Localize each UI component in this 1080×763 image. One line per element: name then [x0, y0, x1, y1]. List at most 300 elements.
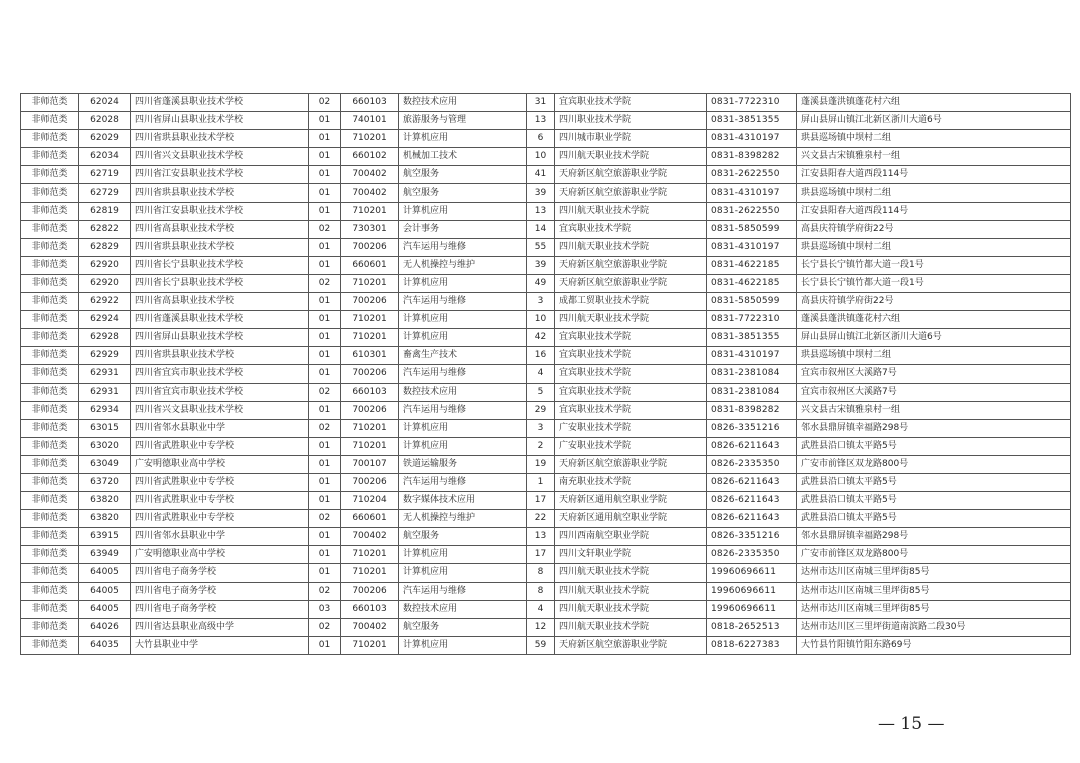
address-cell: 长宁县长宁镇竹都大道一段1号	[797, 274, 1071, 292]
category-cell: 非师范类	[21, 492, 79, 510]
phone-cell: 0831-7722310	[707, 94, 797, 112]
school-code-cell: 62029	[79, 130, 131, 148]
partner-college-cell: 四川航天职业技术学院	[555, 564, 707, 582]
major-code-cell: 710201	[341, 437, 399, 455]
major-index-cell: 01	[309, 365, 341, 383]
major-index-cell: 03	[309, 600, 341, 618]
phone-cell: 0831-4310197	[707, 184, 797, 202]
phone-cell: 0818-6227383	[707, 636, 797, 654]
major-name-cell: 汽车运用与维修	[399, 582, 527, 600]
school-name-cell: 四川省兴文县职业技术学校	[131, 148, 309, 166]
school-code-cell: 62024	[79, 94, 131, 112]
major-code-cell: 710201	[341, 546, 399, 564]
phone-cell: 0831-2381084	[707, 365, 797, 383]
address-cell: 屏山县屏山镇江北新区浙川大道6号	[797, 112, 1071, 130]
major-code-cell: 660601	[341, 256, 399, 274]
major-index-cell: 01	[309, 455, 341, 473]
school-code-cell: 64005	[79, 564, 131, 582]
table-row	[21, 274, 1071, 292]
table-row	[21, 618, 1071, 636]
address-cell: 长宁县长宁镇竹都大道一段1号	[797, 256, 1071, 274]
major-name-cell: 计算机应用	[399, 419, 527, 437]
category-cell: 非师范类	[21, 112, 79, 130]
major-index-cell: 01	[309, 329, 341, 347]
category-cell: 非师范类	[21, 437, 79, 455]
partner-college-cell: 宜宾职业技术学院	[555, 329, 707, 347]
category-cell: 非师范类	[21, 347, 79, 365]
category-cell: 非师范类	[21, 401, 79, 419]
category-cell: 非师范类	[21, 329, 79, 347]
phone-cell: 0831-3851355	[707, 329, 797, 347]
school-name-cell: 四川省高县职业技术学校	[131, 220, 309, 238]
major-code-cell: 610301	[341, 347, 399, 365]
school-name-cell: 四川省高县职业技术学校	[131, 293, 309, 311]
plan-count-cell: 49	[527, 274, 555, 292]
table-row	[21, 510, 1071, 528]
phone-cell: 0826-6211643	[707, 492, 797, 510]
table-row	[21, 347, 1071, 365]
major-index-cell: 01	[309, 347, 341, 365]
major-code-cell: 660103	[341, 383, 399, 401]
address-cell: 邻水县鼎屏镇幸福路298号	[797, 419, 1071, 437]
major-index-cell: 01	[309, 492, 341, 510]
partner-college-cell: 天府新区航空旅游职业学院	[555, 184, 707, 202]
category-cell: 非师范类	[21, 184, 79, 202]
major-index-cell: 02	[309, 274, 341, 292]
phone-cell: 19960696611	[707, 600, 797, 618]
table-row	[21, 220, 1071, 238]
address-cell: 达州市达川区三里坪街道南滨路二段30号	[797, 618, 1071, 636]
category-cell: 非师范类	[21, 311, 79, 329]
major-index-cell: 02	[309, 383, 341, 401]
school-code-cell: 64005	[79, 582, 131, 600]
phone-cell: 0826-6211643	[707, 437, 797, 455]
phone-cell: 19960696611	[707, 564, 797, 582]
school-name-cell: 四川省屏山县职业技术学校	[131, 329, 309, 347]
address-cell: 邻水县鼎屏镇幸福路298号	[797, 528, 1071, 546]
major-code-cell: 700402	[341, 618, 399, 636]
major-index-cell: 01	[309, 256, 341, 274]
major-code-cell: 700206	[341, 473, 399, 491]
category-cell: 非师范类	[21, 455, 79, 473]
major-name-cell: 铁道运输服务	[399, 455, 527, 473]
phone-cell: 0826-3351216	[707, 419, 797, 437]
plan-count-cell: 2	[527, 437, 555, 455]
table-row	[21, 492, 1071, 510]
category-cell: 非师范类	[21, 130, 79, 148]
plan-count-cell: 1	[527, 473, 555, 491]
major-index-cell: 02	[309, 94, 341, 112]
table-row	[21, 437, 1071, 455]
partner-college-cell: 宜宾职业技术学院	[555, 401, 707, 419]
major-index-cell: 02	[309, 618, 341, 636]
plan-count-cell: 16	[527, 347, 555, 365]
major-name-cell: 数控技术应用	[399, 600, 527, 618]
major-name-cell: 汽车运用与维修	[399, 293, 527, 311]
phone-cell: 19960696611	[707, 582, 797, 600]
school-code-cell: 62719	[79, 166, 131, 184]
partner-college-cell: 天府新区通用航空职业学院	[555, 510, 707, 528]
major-index-cell: 01	[309, 437, 341, 455]
major-code-cell: 710201	[341, 274, 399, 292]
plan-count-cell: 31	[527, 94, 555, 112]
major-code-cell: 700402	[341, 184, 399, 202]
phone-cell: 0831-4310197	[707, 238, 797, 256]
school-code-cell: 62928	[79, 329, 131, 347]
plan-count-cell: 10	[527, 311, 555, 329]
major-name-cell: 数字媒体技术应用	[399, 492, 527, 510]
plan-count-cell: 13	[527, 202, 555, 220]
major-index-cell: 01	[309, 473, 341, 491]
category-cell: 非师范类	[21, 94, 79, 112]
table-row	[21, 329, 1071, 347]
address-cell: 珙县巡场镇中坝村二组	[797, 238, 1071, 256]
school-code-cell: 62028	[79, 112, 131, 130]
major-code-cell: 700402	[341, 528, 399, 546]
school-name-cell: 广安明德职业高中学校	[131, 546, 309, 564]
major-code-cell: 740101	[341, 112, 399, 130]
school-code-cell: 62819	[79, 202, 131, 220]
table-row	[21, 528, 1071, 546]
major-code-cell: 710201	[341, 419, 399, 437]
major-code-cell: 660103	[341, 94, 399, 112]
school-name-cell: 大竹县职业中学	[131, 636, 309, 654]
school-code-cell: 62924	[79, 311, 131, 329]
major-name-cell: 计算机应用	[399, 437, 527, 455]
phone-cell: 0831-4310197	[707, 347, 797, 365]
partner-college-cell: 天府新区航空旅游职业学院	[555, 166, 707, 184]
phone-cell: 0826-2335350	[707, 546, 797, 564]
phone-cell: 0826-6211643	[707, 510, 797, 528]
plan-count-cell: 42	[527, 329, 555, 347]
plan-count-cell: 4	[527, 600, 555, 618]
phone-cell: 0831-2622550	[707, 202, 797, 220]
table-body	[21, 94, 1071, 655]
phone-cell: 0831-2381084	[707, 383, 797, 401]
plan-count-cell: 13	[527, 112, 555, 130]
school-name-cell: 四川省蓬溪县职业技术学校	[131, 311, 309, 329]
school-code-cell: 62729	[79, 184, 131, 202]
school-name-cell: 四川省兴文县职业技术学校	[131, 401, 309, 419]
major-name-cell: 汽车运用与维修	[399, 238, 527, 256]
major-index-cell: 01	[309, 564, 341, 582]
address-cell: 兴文县古宋镇雅泉村一组	[797, 148, 1071, 166]
table-row	[21, 256, 1071, 274]
phone-cell: 0831-8398282	[707, 401, 797, 419]
school-name-cell: 四川省邻水县职业中学	[131, 528, 309, 546]
address-cell: 达州市达川区南城三里坪街85号	[797, 582, 1071, 600]
address-cell: 达州市达川区南城三里坪街85号	[797, 600, 1071, 618]
school-name-cell: 四川省武胜职业中专学校	[131, 492, 309, 510]
major-index-cell: 01	[309, 636, 341, 654]
partner-college-cell: 天府新区通用航空职业学院	[555, 492, 707, 510]
school-code-cell: 62920	[79, 274, 131, 292]
phone-cell: 0831-8398282	[707, 148, 797, 166]
plan-count-cell: 5	[527, 383, 555, 401]
major-index-cell: 02	[309, 220, 341, 238]
category-cell: 非师范类	[21, 636, 79, 654]
major-name-cell: 无人机操控与维护	[399, 510, 527, 528]
phone-cell: 0826-2335350	[707, 455, 797, 473]
major-index-cell: 01	[309, 546, 341, 564]
major-name-cell: 汽车运用与维修	[399, 401, 527, 419]
category-cell: 非师范类	[21, 419, 79, 437]
major-index-cell: 01	[309, 148, 341, 166]
address-cell: 珙县巡场镇中坝村二组	[797, 347, 1071, 365]
table-row	[21, 238, 1071, 256]
major-name-cell: 计算机应用	[399, 546, 527, 564]
school-code-cell: 62829	[79, 238, 131, 256]
school-code-cell: 64026	[79, 618, 131, 636]
phone-cell: 0818-2652513	[707, 618, 797, 636]
table-row	[21, 148, 1071, 166]
table-row	[21, 546, 1071, 564]
major-code-cell: 700402	[341, 166, 399, 184]
plan-count-cell: 10	[527, 148, 555, 166]
partner-college-cell: 天府新区航空旅游职业学院	[555, 274, 707, 292]
phone-cell: 0831-2622550	[707, 166, 797, 184]
school-name-cell: 四川省长宁县职业技术学校	[131, 274, 309, 292]
partner-college-cell: 四川航天职业技术学院	[555, 148, 707, 166]
major-index-cell: 01	[309, 166, 341, 184]
school-name-cell: 四川省达县职业高级中学	[131, 618, 309, 636]
table-row	[21, 112, 1071, 130]
major-name-cell: 计算机应用	[399, 202, 527, 220]
major-index-cell: 01	[309, 311, 341, 329]
school-name-cell: 四川省珙县职业技术学校	[131, 130, 309, 148]
address-cell: 蓬溪县蓬洪镇蓬花村六组	[797, 94, 1071, 112]
category-cell: 非师范类	[21, 148, 79, 166]
table-row	[21, 166, 1071, 184]
table-row	[21, 311, 1071, 329]
school-code-cell: 63820	[79, 492, 131, 510]
major-code-cell: 660102	[341, 148, 399, 166]
partner-college-cell: 天府新区航空旅游职业学院	[555, 636, 707, 654]
phone-cell: 0831-7722310	[707, 311, 797, 329]
major-code-cell: 660103	[341, 600, 399, 618]
table-row	[21, 202, 1071, 220]
school-name-cell: 四川省长宁县职业技术学校	[131, 256, 309, 274]
major-code-cell: 700206	[341, 365, 399, 383]
category-cell: 非师范类	[21, 564, 79, 582]
address-cell: 达州市达川区南城三里坪街85号	[797, 564, 1071, 582]
school-code-cell: 63915	[79, 528, 131, 546]
major-name-cell: 航空服务	[399, 618, 527, 636]
enrollment-table-sheet	[20, 93, 1070, 655]
table-row	[21, 293, 1071, 311]
category-cell: 非师范类	[21, 220, 79, 238]
category-cell: 非师范类	[21, 383, 79, 401]
table-row	[21, 365, 1071, 383]
school-code-cell: 63820	[79, 510, 131, 528]
plan-count-cell: 14	[527, 220, 555, 238]
plan-count-cell: 39	[527, 184, 555, 202]
school-code-cell: 63949	[79, 546, 131, 564]
major-index-cell: 02	[309, 510, 341, 528]
plan-count-cell: 3	[527, 293, 555, 311]
address-cell: 广安市前锋区双龙路800号	[797, 455, 1071, 473]
category-cell: 非师范类	[21, 473, 79, 491]
phone-cell: 0831-5850599	[707, 293, 797, 311]
major-code-cell: 710201	[341, 311, 399, 329]
school-code-cell: 64035	[79, 636, 131, 654]
address-cell: 兴文县古宋镇雅泉村一组	[797, 401, 1071, 419]
category-cell: 非师范类	[21, 546, 79, 564]
school-name-cell: 四川省武胜职业中专学校	[131, 473, 309, 491]
partner-college-cell: 天府新区航空旅游职业学院	[555, 256, 707, 274]
category-cell: 非师范类	[21, 600, 79, 618]
phone-cell: 0831-4622185	[707, 274, 797, 292]
school-code-cell: 62034	[79, 148, 131, 166]
category-cell: 非师范类	[21, 510, 79, 528]
major-code-cell: 700206	[341, 238, 399, 256]
school-name-cell: 四川省宜宾市职业技术学校	[131, 383, 309, 401]
major-code-cell: 710201	[341, 329, 399, 347]
major-code-cell: 710204	[341, 492, 399, 510]
major-name-cell: 航空服务	[399, 528, 527, 546]
major-name-cell: 航空服务	[399, 166, 527, 184]
partner-college-cell: 宜宾职业技术学院	[555, 365, 707, 383]
plan-count-cell: 17	[527, 546, 555, 564]
address-cell: 武胜县沿口镇太平路5号	[797, 437, 1071, 455]
partner-college-cell: 四川城市职业学院	[555, 130, 707, 148]
major-name-cell: 数控技术应用	[399, 94, 527, 112]
partner-college-cell: 四川航天职业技术学院	[555, 600, 707, 618]
school-code-cell: 62934	[79, 401, 131, 419]
school-code-cell: 62931	[79, 383, 131, 401]
phone-cell: 0831-3851355	[707, 112, 797, 130]
category-cell: 非师范类	[21, 293, 79, 311]
category-cell: 非师范类	[21, 274, 79, 292]
major-index-cell: 01	[309, 528, 341, 546]
table-row	[21, 94, 1071, 112]
major-name-cell: 计算机应用	[399, 274, 527, 292]
page-number: — 15 —	[878, 714, 945, 734]
partner-college-cell: 广安职业技术学院	[555, 437, 707, 455]
address-cell: 高县庆符镇学府街22号	[797, 220, 1071, 238]
table-row	[21, 419, 1071, 437]
partner-college-cell: 成都工贸职业技术学院	[555, 293, 707, 311]
plan-count-cell: 22	[527, 510, 555, 528]
partner-college-cell: 四川航天职业技术学院	[555, 618, 707, 636]
address-cell: 珙县巡场镇中坝村二组	[797, 130, 1071, 148]
table-row	[21, 636, 1071, 654]
major-name-cell: 机械加工技术	[399, 148, 527, 166]
major-code-cell: 660601	[341, 510, 399, 528]
major-code-cell: 700206	[341, 582, 399, 600]
category-cell: 非师范类	[21, 528, 79, 546]
major-code-cell: 700206	[341, 293, 399, 311]
phone-cell: 0831-4310197	[707, 130, 797, 148]
major-index-cell: 01	[309, 238, 341, 256]
school-code-cell: 62920	[79, 256, 131, 274]
major-index-cell: 01	[309, 130, 341, 148]
major-name-cell: 旅游服务与管理	[399, 112, 527, 130]
address-cell: 武胜县沿口镇太平路5号	[797, 510, 1071, 528]
major-index-cell: 01	[309, 112, 341, 130]
school-name-cell: 四川省武胜职业中专学校	[131, 437, 309, 455]
table-row	[21, 383, 1071, 401]
major-index-cell: 01	[309, 184, 341, 202]
school-code-cell: 63015	[79, 419, 131, 437]
school-code-cell: 62822	[79, 220, 131, 238]
school-name-cell: 广安明德职业高中学校	[131, 455, 309, 473]
school-name-cell: 四川省武胜职业中专学校	[131, 510, 309, 528]
school-name-cell: 四川省宜宾市职业技术学校	[131, 365, 309, 383]
table-row	[21, 473, 1071, 491]
plan-count-cell: 6	[527, 130, 555, 148]
category-cell: 非师范类	[21, 365, 79, 383]
category-cell: 非师范类	[21, 618, 79, 636]
address-cell: 大竹县竹阳镇竹阳东路69号	[797, 636, 1071, 654]
category-cell: 非师范类	[21, 202, 79, 220]
major-name-cell: 计算机应用	[399, 311, 527, 329]
major-name-cell: 计算机应用	[399, 564, 527, 582]
plan-count-cell: 12	[527, 618, 555, 636]
school-name-cell: 四川省电子商务学校	[131, 564, 309, 582]
phone-cell: 0826-6211643	[707, 473, 797, 491]
school-name-cell: 四川省屏山县职业技术学校	[131, 112, 309, 130]
major-name-cell: 计算机应用	[399, 130, 527, 148]
school-code-cell: 63720	[79, 473, 131, 491]
school-name-cell: 四川省江安县职业技术学校	[131, 202, 309, 220]
major-name-cell: 会计事务	[399, 220, 527, 238]
address-cell: 宜宾市叙州区大溪路7号	[797, 365, 1071, 383]
table-row	[21, 184, 1071, 202]
category-cell: 非师范类	[21, 256, 79, 274]
major-name-cell: 汽车运用与维修	[399, 473, 527, 491]
address-cell: 武胜县沿口镇太平路5号	[797, 473, 1071, 491]
table-row	[21, 130, 1071, 148]
plan-count-cell: 13	[527, 528, 555, 546]
category-cell: 非师范类	[21, 582, 79, 600]
school-name-cell: 四川省邻水县职业中学	[131, 419, 309, 437]
major-code-cell: 710201	[341, 202, 399, 220]
school-name-cell: 四川省江安县职业技术学校	[131, 166, 309, 184]
major-index-cell: 01	[309, 293, 341, 311]
major-name-cell: 汽车运用与维修	[399, 365, 527, 383]
plan-count-cell: 55	[527, 238, 555, 256]
major-name-cell: 畜禽生产技术	[399, 347, 527, 365]
school-name-cell: 四川省珙县职业技术学校	[131, 184, 309, 202]
plan-count-cell: 17	[527, 492, 555, 510]
major-index-cell: 02	[309, 419, 341, 437]
school-name-cell: 四川省电子商务学校	[131, 600, 309, 618]
major-name-cell: 计算机应用	[399, 636, 527, 654]
address-cell: 珙县巡场镇中坝村二组	[797, 184, 1071, 202]
major-code-cell: 730301	[341, 220, 399, 238]
major-index-cell: 02	[309, 582, 341, 600]
plan-count-cell: 19	[527, 455, 555, 473]
plan-count-cell: 59	[527, 636, 555, 654]
plan-count-cell: 8	[527, 582, 555, 600]
major-code-cell: 710201	[341, 564, 399, 582]
address-cell: 屏山县屏山镇江北新区浙川大道6号	[797, 329, 1071, 347]
enrollment-table	[20, 93, 1071, 655]
table-row	[21, 582, 1071, 600]
partner-college-cell: 四川航天职业技术学院	[555, 202, 707, 220]
category-cell: 非师范类	[21, 166, 79, 184]
plan-count-cell: 3	[527, 419, 555, 437]
major-name-cell: 数控技术应用	[399, 383, 527, 401]
major-name-cell: 无人机操控与维护	[399, 256, 527, 274]
major-code-cell: 710201	[341, 130, 399, 148]
major-index-cell: 01	[309, 401, 341, 419]
school-name-cell: 四川省珙县职业技术学校	[131, 238, 309, 256]
plan-count-cell: 41	[527, 166, 555, 184]
school-code-cell: 63049	[79, 455, 131, 473]
table-row	[21, 600, 1071, 618]
